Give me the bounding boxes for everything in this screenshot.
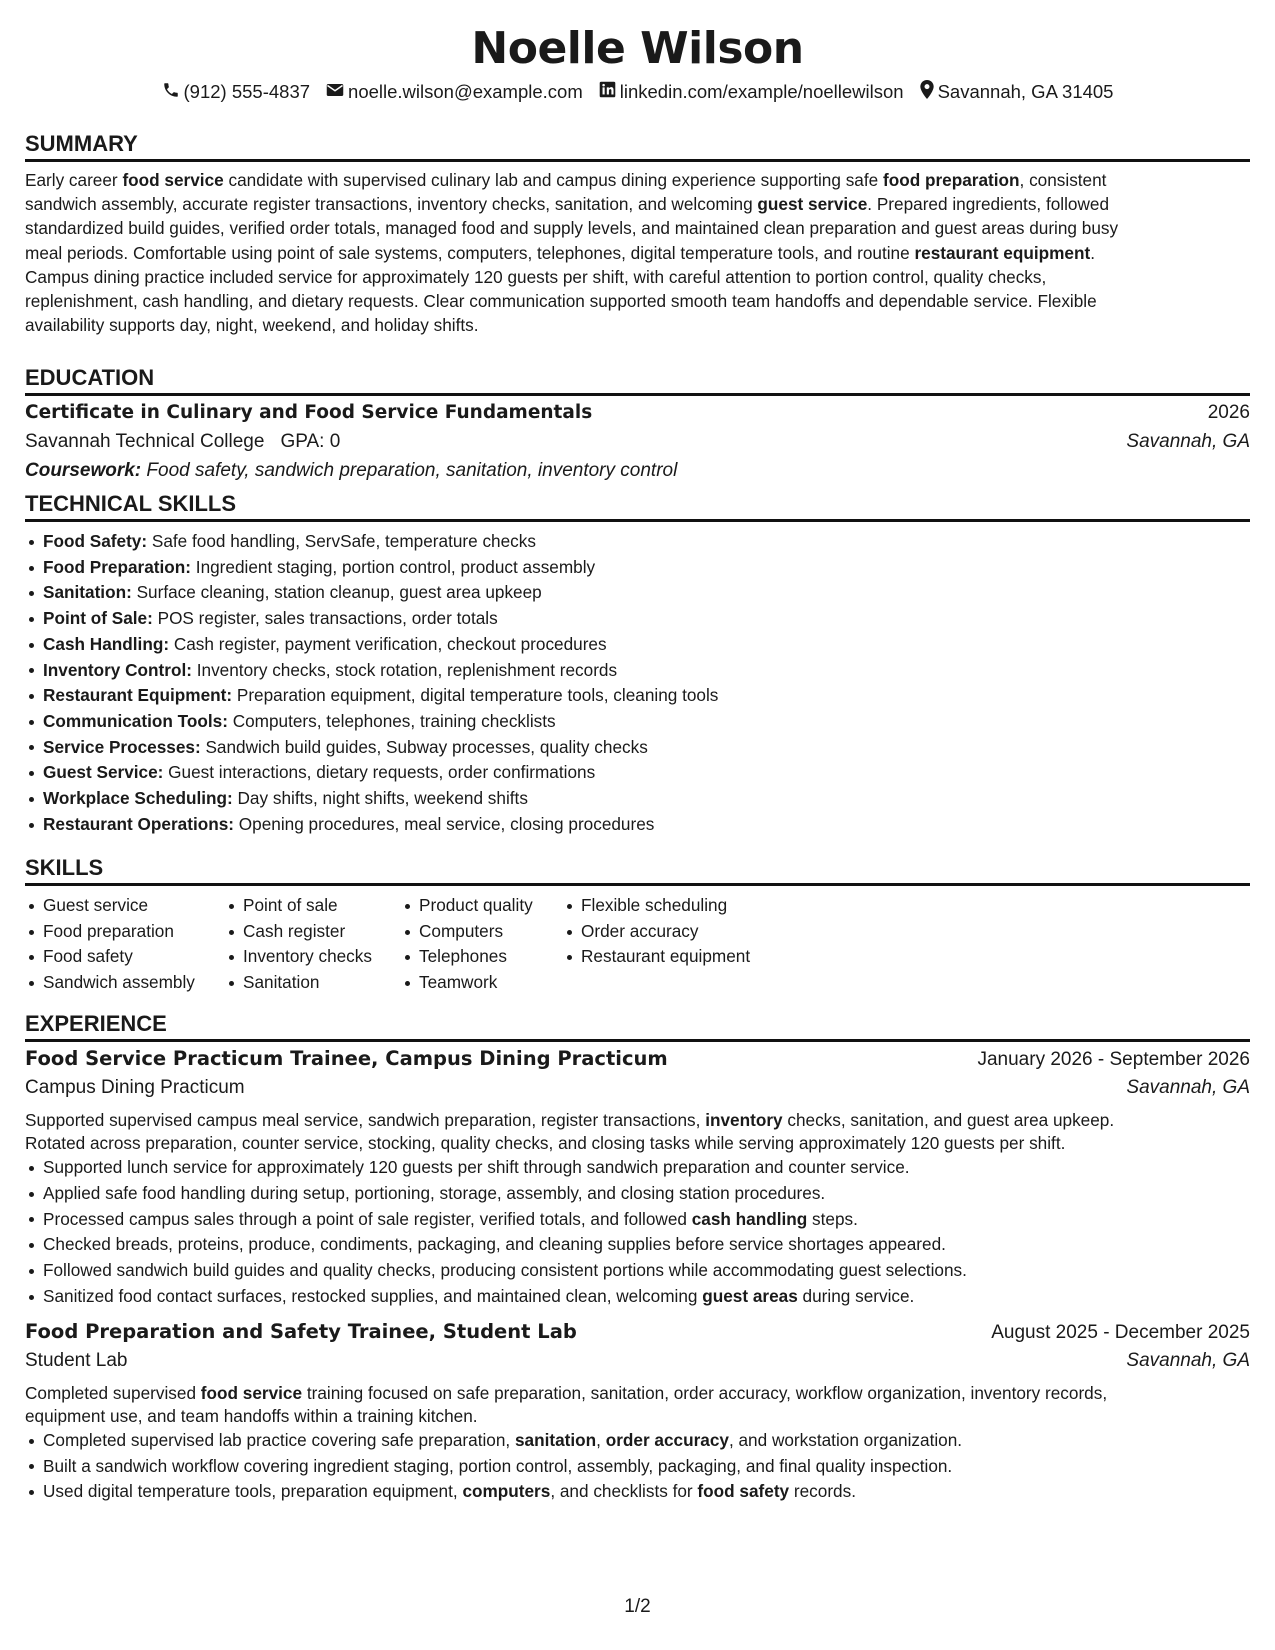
summary-line [25, 313, 1250, 337]
skill-item: Restaurant equipment [563, 944, 783, 970]
skill-category: Restaurant Equipment: [43, 685, 233, 706]
job-entry [25, 1320, 1250, 1505]
education-row-1 [25, 402, 1250, 424]
skill-details: Computers, telephones, training checklists [227, 710, 556, 731]
text-run: , and workstation organization. [728, 1429, 963, 1450]
contact-bar [25, 78, 1250, 106]
emphasis-text: food service [200, 1382, 303, 1403]
text-run: standardized build guides, verified order totals, managed food and supply levels, and maintained clean preparation and guest areas during busy [25, 218, 1119, 239]
skill-item: Inventory checks [225, 944, 401, 970]
skill-item: Cash register [225, 919, 401, 945]
section-title: SKILLS [25, 855, 104, 880]
skill-item: Flexible scheduling [563, 893, 783, 919]
linkedin-link[interactable]: linkedin.com/example/noellewilson [619, 81, 904, 102]
skill-details: Preparation equipment, digital temperature tools, cleaning tools [232, 685, 719, 706]
summary-line [25, 265, 1250, 289]
text-run: training focused on safe preparation, sanitation, order accuracy, workflow organization, inventory records, [302, 1382, 1108, 1403]
technical-skill-item [25, 580, 1250, 606]
map-pin-icon [920, 80, 938, 104]
job-organization: Student Lab [25, 1349, 128, 1371]
job-bullets [25, 1428, 1250, 1505]
skill-category: Point of Sale: [43, 608, 153, 629]
experience-jobs [25, 1047, 1250, 1505]
text-run: Completed supervised [25, 1382, 201, 1403]
text-run: . [1090, 242, 1095, 263]
text-run: equipment use, and team handoffs within a training kitchen. [25, 1405, 478, 1426]
gpa: GPA: 0 [280, 431, 341, 452]
section-title: SUMMARY [25, 131, 138, 156]
skill-item: Food safety [25, 944, 225, 970]
section-divider [25, 393, 1250, 396]
education-row-2 [25, 431, 1250, 453]
text-run: Early career [25, 170, 123, 190]
resume-page [25, 0, 1250, 1650]
job-bullet [25, 1207, 1250, 1233]
text-run: Followed sandwich build guides and quality checks, producing consistent portions while accommodating guest selections. [43, 1260, 967, 1281]
job-bullet [25, 1284, 1250, 1310]
technical-skill-item [25, 529, 1250, 555]
email-link[interactable]: noelle.wilson@example.com [348, 81, 583, 102]
skill-item: Order accuracy [563, 919, 783, 945]
skill-details: Safe food handling, ServSafe, temperature checks [147, 531, 536, 551]
skill-category: Sanitation: [43, 582, 132, 603]
job-summary-line [25, 1405, 1250, 1428]
emphasis-text: inventory [705, 1110, 783, 1130]
text-run: availability supports day, night, weekend, and holiday shifts. [25, 315, 479, 336]
skill-item: Product quality [401, 893, 563, 919]
text-run: meal periods. Comfortable using point of sale systems, computers, telephones, digital temperature tools, and routine [25, 242, 915, 263]
skill-details: Ingredient staging, portion control, product assembly [191, 556, 596, 577]
text-run: Completed supervised lab practice covering safe preparation, [43, 1429, 515, 1450]
emphasis-text: guest service [757, 194, 868, 215]
text-run: replenishment, cash handling, and dietary requests. Clear communication supported smooth team handoffs and dependable service. Flexible [25, 291, 1097, 312]
skill-item: Sandwich assembly [25, 970, 225, 996]
emphasis-text: computers [462, 1481, 551, 1502]
job-bullets [25, 1155, 1250, 1310]
skill-category: Inventory Control: [43, 659, 192, 680]
text-run: Sanitized food contact surfaces, restocked supplies, and maintained clean, welcoming [43, 1285, 703, 1306]
contact-location [920, 80, 1114, 104]
technical-skill-item [25, 606, 1250, 632]
school-line [25, 431, 340, 453]
job-bullet [25, 1181, 1250, 1207]
skills-column [401, 893, 563, 996]
contact-linkedin[interactable] [599, 81, 904, 103]
job-location: Savannah, GA [1126, 1077, 1250, 1098]
job-title-row [25, 1047, 1250, 1077]
phone-text: (912) 555-4837 [183, 81, 311, 102]
linkedin-icon [599, 81, 620, 103]
text-run: sandwich assembly, accurate register transactions, inventory checks, sanitation, and welcoming [25, 194, 758, 215]
job-title: Food Service Practicum Trainee, Campus Dining Practicum [25, 1047, 668, 1070]
skills-grid [25, 893, 1250, 996]
text-run: Campus dining practice included service for approximately 120 guests per shift, with careful attention to portion control, quality checks, [25, 266, 1047, 287]
emphasis-text: food safety [697, 1481, 790, 1502]
job-summary-line [25, 1132, 1250, 1155]
text-run: , consistent [1019, 170, 1107, 190]
contact-phone [162, 81, 311, 104]
skill-category: Food Safety: [43, 531, 148, 551]
emphasis-text: order accuracy [605, 1429, 729, 1450]
technical-skills-section [25, 490, 1250, 837]
skill-details: Opening procedures, meal service, closing procedures [234, 813, 655, 834]
job-bullet [25, 1232, 1250, 1258]
text-run: Processed campus sales through a point of sale register, verified totals, and followed [43, 1208, 692, 1229]
technical-skill-item [25, 632, 1250, 658]
section-title: TECHNICAL SKILLS [25, 491, 237, 516]
technical-skill-item [25, 709, 1250, 735]
degree-title: Certificate in Culinary and Food Service Fundamentals [25, 402, 593, 423]
skills-column [225, 893, 401, 996]
school-location: Savannah, GA [1126, 431, 1250, 452]
contact-email[interactable] [326, 81, 583, 103]
emphasis-text: restaurant equipment [914, 242, 1091, 263]
skill-category: Workplace Scheduling: [43, 788, 233, 809]
text-run: Checked breads, proteins, produce, condiments, packaging, and cleaning supplies before service shortages appeared. [43, 1234, 946, 1255]
job-dates: August 2025 - December 2025 [991, 1321, 1250, 1343]
text-run: candidate with supervised culinary lab and campus dining experience supporting safe [223, 170, 883, 190]
skill-details: Day shifts, night shifts, weekend shifts [232, 788, 528, 809]
job-bullet [25, 1454, 1250, 1480]
job-summary [25, 1382, 1250, 1428]
text-run: . Prepared ingredients, followed [867, 194, 1110, 215]
skill-details: POS register, sales transactions, order totals [152, 608, 498, 629]
coursework-label: Coursework: [25, 460, 142, 481]
emphasis-text: guest areas [702, 1285, 798, 1306]
degree-year: 2026 [1207, 402, 1250, 423]
summary-line [25, 192, 1250, 216]
technical-skills-list [25, 529, 1250, 837]
skill-details: Surface cleaning, station cleanup, guest area upkeep [131, 582, 542, 603]
skill-category: Service Processes: [43, 736, 201, 757]
text-run: , [596, 1429, 606, 1450]
phone-icon [162, 81, 184, 104]
summary-line [25, 216, 1250, 240]
experience-section [25, 1010, 1250, 1505]
skills-column [25, 893, 225, 996]
skill-details: Sandwich build guides, Subway processes, quality checks [200, 736, 648, 757]
skill-category: Restaurant Operations: [43, 813, 235, 834]
skill-item: Telephones [401, 944, 563, 970]
text-run: Built a sandwich workflow covering ingredient staging, portion control, assembly, packaging, and final quality inspection. [43, 1455, 953, 1476]
job-bullet [25, 1428, 1250, 1454]
education-section [25, 364, 1250, 481]
skill-details: Inventory checks, stock rotation, replenishment records [191, 659, 618, 680]
location-text: Savannah, GA 31405 [937, 81, 1114, 102]
section-divider [25, 1039, 1250, 1042]
text-run: Applied safe food handling during setup, portioning, storage, assembly, and closing station procedures. [43, 1182, 826, 1203]
summary-line [25, 289, 1250, 313]
job-bullet [25, 1479, 1250, 1505]
coursework-row [25, 460, 1250, 482]
job-summary-line [25, 1382, 1250, 1405]
section-divider [25, 883, 1250, 886]
section-divider [25, 159, 1250, 162]
job-bullet [25, 1258, 1250, 1284]
summary-line [25, 168, 1250, 192]
job-organization: Campus Dining Practicum [25, 1077, 245, 1098]
skill-category: Guest Service: [43, 762, 164, 783]
skill-item: Sanitation [225, 970, 401, 996]
coursework-text: Food safety, sandwich preparation, sanitation, inventory control [146, 460, 678, 481]
skill-details: Guest interactions, dietary requests, order confirmations [163, 762, 596, 783]
text-run: Used digital temperature tools, preparation equipment, [43, 1481, 463, 1502]
school-name: Savannah Technical College [25, 431, 265, 452]
skill-item: Food preparation [25, 919, 225, 945]
summary-line [25, 241, 1250, 265]
skill-category: Cash Handling: [43, 633, 170, 654]
section-divider [25, 519, 1250, 522]
section-title: EDUCATION [25, 365, 155, 390]
skill-item: Teamwork [401, 970, 563, 996]
text-run: checks, sanitation, and guest area upkeep. [782, 1110, 1115, 1130]
text-run: , and checklists for [550, 1481, 698, 1502]
text-run: Supported lunch service for approximately 120 guests per shift through sandwich preparation and counter service. [43, 1157, 910, 1177]
envelope-icon [326, 81, 348, 103]
text-run: during service. [797, 1285, 915, 1306]
job-org-row [25, 1077, 1250, 1109]
summary-text [25, 168, 1250, 337]
skill-item: Computers [401, 919, 563, 945]
skill-item: Point of sale [225, 893, 401, 919]
text-run: records. [789, 1481, 856, 1502]
job-org-row [25, 1350, 1250, 1382]
technical-skill-item [25, 760, 1250, 786]
job-title: Food Preparation and Safety Trainee, Student Lab [25, 1319, 577, 1343]
page-number: 1/2 [624, 1596, 651, 1617]
text-run: Supported supervised campus meal service, sandwich preparation, register transactions, [25, 1110, 706, 1130]
skill-item: Guest service [25, 893, 225, 919]
skills-column [563, 893, 783, 996]
emphasis-text: cash handling [691, 1208, 808, 1229]
job-bullet [25, 1155, 1250, 1181]
job-entry [25, 1047, 1250, 1310]
technical-skill-item [25, 786, 1250, 812]
emphasis-text: food service [122, 170, 224, 190]
job-summary-line [25, 1109, 1250, 1132]
text-run: steps. [807, 1208, 858, 1229]
candidate-name: Noelle Wilson [471, 23, 804, 74]
job-title-row [25, 1320, 1250, 1350]
summary-section [25, 130, 1250, 337]
skill-details: Cash register, payment verification, checkout procedures [169, 633, 607, 654]
skills-section [25, 854, 1250, 996]
technical-skill-item [25, 735, 1250, 761]
skill-category: Food Preparation: [43, 556, 192, 577]
skill-category: Communication Tools: [43, 710, 228, 731]
technical-skill-item [25, 683, 1250, 709]
section-title: EXPERIENCE [25, 1011, 167, 1036]
emphasis-text: sanitation [514, 1429, 597, 1450]
job-dates: January 2026 - September 2026 [977, 1049, 1250, 1070]
technical-skill-item [25, 555, 1250, 581]
technical-skill-item [25, 812, 1250, 838]
job-location: Savannah, GA [1126, 1349, 1250, 1371]
job-summary [25, 1109, 1250, 1155]
technical-skill-item [25, 658, 1250, 684]
text-run: Rotated across preparation, counter service, stocking, quality checks, and closing tasks while serving approximately 120 guests per shift. [25, 1133, 1066, 1153]
emphasis-text: food preparation [882, 170, 1020, 190]
